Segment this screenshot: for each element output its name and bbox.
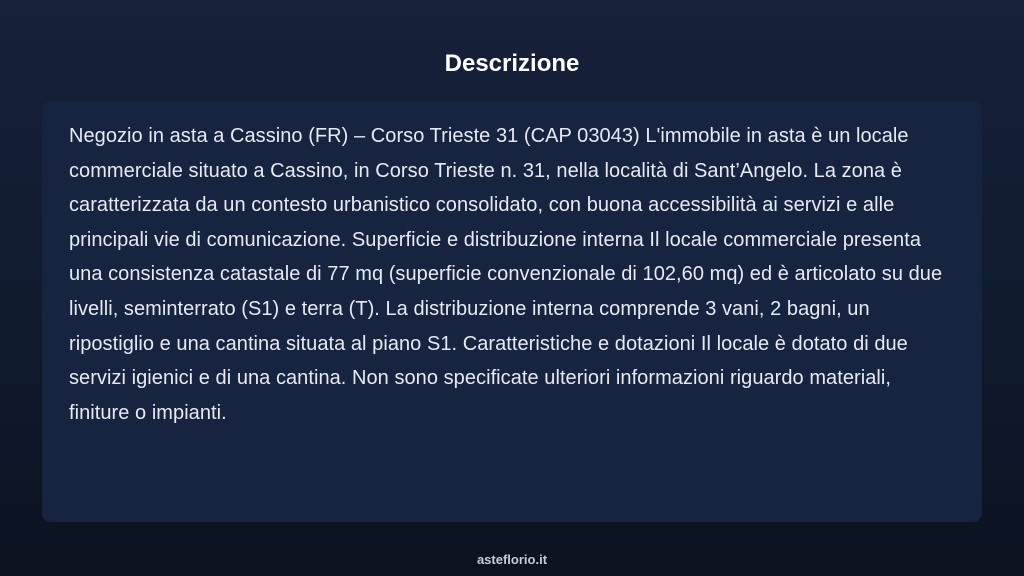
footer-bar <box>0 543 1024 576</box>
page-title: Descrizione <box>444 50 580 77</box>
footer-brand-link[interactable]: asteflorio.it <box>476 552 548 567</box>
description-text: Negozio in asta a Cassino (FR) – Corso Trieste 31 (CAP 03043) L'immobile in asta è un locale commerciale situato a Cassino, in Corso Trieste n. 31, nella località di Sant’Angelo. La zona è caratterizzata da un contesto urbanistico consolidato, con buona accessibilità ai servizi e alle principali vie di comunicazione. Superficie e distribuzione interna Il locale commerciale presenta una consistenza catastale di 77 mq (superficie convenzionale di 102,60 mq) ed è articolato su due livelli, seminterrato (S1) e terra (T). La distribuzione interna comprende 3 vani, 2 bagni, un ripostiglio e una cantina situata al piano S1. Caratteristiche e dotazioni Il locale è dotato di due servizi igienici e di una cantina. Non sono specificate ulteriori informazioni riguardo materiali, finiture o impianti. <box>69 125 943 424</box>
description-card <box>42 101 982 522</box>
